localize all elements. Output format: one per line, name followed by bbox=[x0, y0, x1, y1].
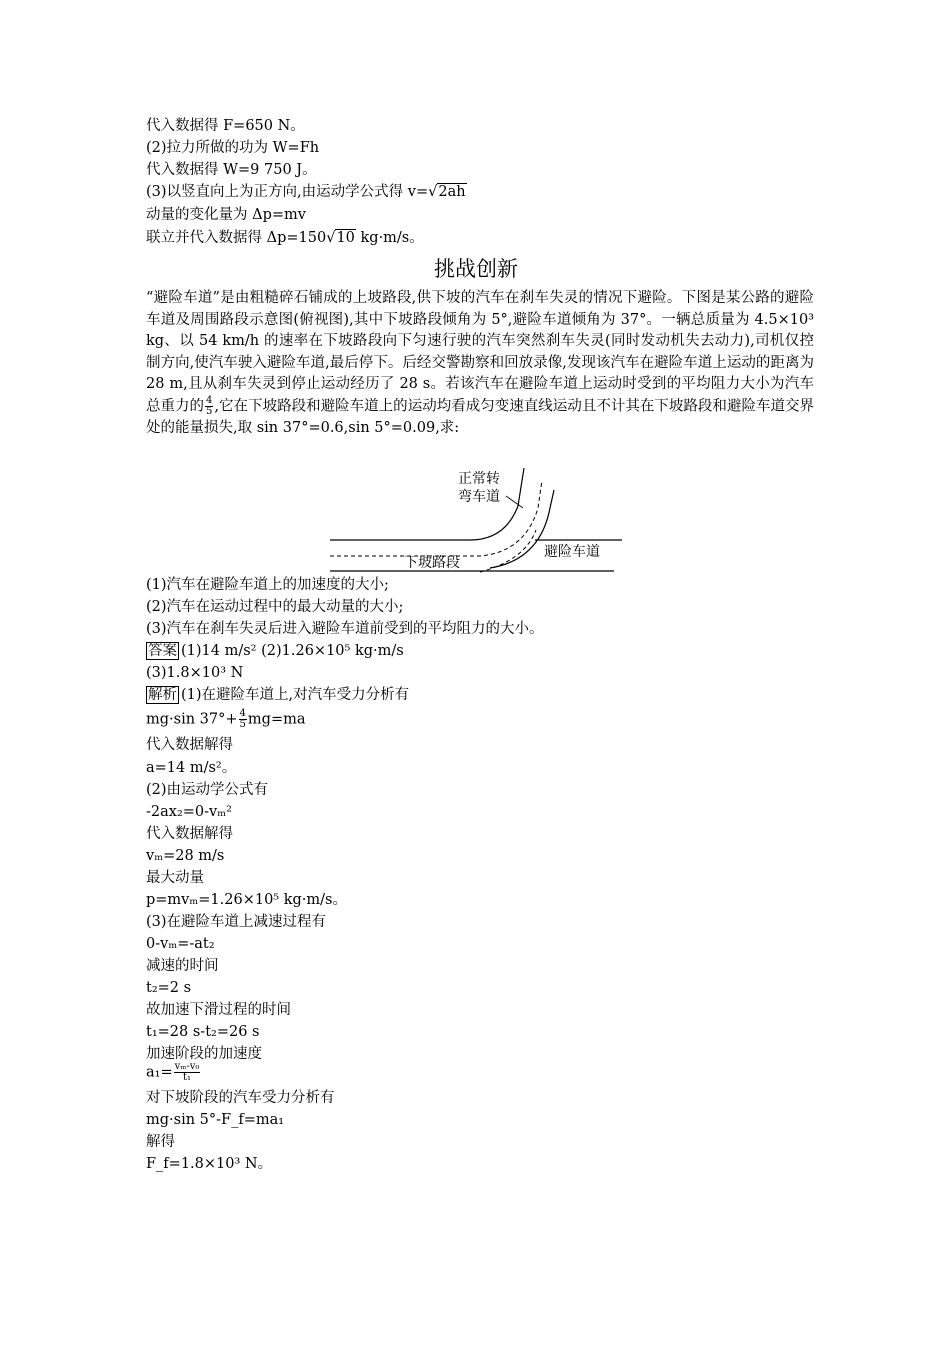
label-downhill: 下坡路段 bbox=[404, 555, 460, 571]
sqrt-content: 10 bbox=[336, 230, 355, 246]
analysis-text: a₁= bbox=[146, 1064, 173, 1081]
analysis-text: mg=ma bbox=[247, 711, 306, 728]
question-3: (3)汽车在刹车失灵后进入避险车道前受到的平均阻力的大小。 bbox=[146, 621, 544, 637]
problem-text: “避险车道”是由粗糙碎石铺成的上坡路段,供下坡的汽车在刹车失灵的情况下避险。下图是某公路的避险车道及周围路段示意图(俯视图),其中下坡路段倾角为 5°,避险车道倾角为 37°。一辆总质量为 4.5×10³ kg、以 54 km/h 的速率在下坡路段向下匀速行驶的汽车突然刹车失灵(同时发动机失去动力),司机仅控制方向,使汽车驶入避险车道,最后停下。后经交警勘察和回放录像,发现该汽车在避险车道上运动的距离为 28 m,且从刹车失灵到停止运动经历了 28 s。若该汽车在避险车道上运动时受到的平均阻力大小为汽车总重力的 bbox=[146, 290, 814, 414]
label-normal-turn-2: 弯车道 bbox=[458, 489, 500, 505]
fraction-denominator: t₁ bbox=[183, 1072, 192, 1083]
fraction bbox=[174, 1062, 201, 1083]
solution-line: 动量的变化量为 Δp=mv bbox=[146, 207, 306, 223]
label-escape-lane: 避险车道 bbox=[544, 544, 600, 560]
problem-text: ,它在下坡路段和避险车道上的运动均看成匀变速直线运动且不计其在下坡路段和避险车道交界处的能量损失,取 sin 37°=0.6,sin 5°=0.09,求: bbox=[146, 398, 814, 436]
analysis-text: (1)在避险车道上,对汽车受力分析有 bbox=[181, 687, 410, 703]
question-1: (1)汽车在避险车道上的加速度的大小; bbox=[146, 577, 389, 593]
solution-text: kg·m/s。 bbox=[355, 230, 424, 246]
road-diagram bbox=[330, 468, 630, 576]
section-title: 挑战创新 bbox=[434, 257, 518, 281]
analysis-line: t₂=2 s bbox=[146, 980, 192, 996]
analysis-line bbox=[146, 709, 305, 730]
sqrt-content: 2ah bbox=[438, 184, 466, 200]
fraction-denominator: 5 bbox=[206, 405, 213, 417]
solution-line bbox=[146, 182, 467, 202]
solution-line bbox=[146, 228, 424, 248]
analysis-line bbox=[146, 1062, 201, 1083]
solution-line: 代入数据得 F=650 N。 bbox=[146, 118, 305, 134]
answer-line bbox=[146, 641, 404, 661]
fraction-numerator: vₘ-v₀ bbox=[174, 1061, 200, 1072]
answer-tag: 答案 bbox=[148, 643, 177, 659]
analysis-line bbox=[146, 685, 409, 705]
fraction bbox=[239, 709, 247, 730]
analysis-line: 0-vₘ=-at₂ bbox=[146, 936, 215, 952]
analysis-line: t₁=28 s-t₂=26 s bbox=[146, 1024, 260, 1040]
answer-line: (3)1.8×10³ N bbox=[146, 665, 244, 681]
lane-dashed-line bbox=[330, 480, 542, 556]
analysis-line: 最大动量 bbox=[146, 870, 204, 886]
sqrt-sign: √ bbox=[428, 184, 438, 200]
analysis-line: F_f=1.8×10³ N。 bbox=[146, 1156, 273, 1172]
analysis-line: a=14 m/s²。 bbox=[146, 760, 237, 776]
fraction-denominator: 5 bbox=[239, 719, 246, 730]
analysis-line: -2ax₂=0-vₘ² bbox=[146, 804, 232, 820]
analysis-line: 解得 bbox=[146, 1134, 175, 1150]
analysis-line: (2)由运动学公式有 bbox=[146, 782, 269, 798]
solution-text: (3)以竖直向上为正方向,由运动学公式得 v= bbox=[146, 184, 429, 200]
sqrt-sign: √ bbox=[326, 230, 336, 246]
question-2: (2)汽车在运动过程中的最大动量的大小; bbox=[146, 599, 404, 615]
analysis-line: vₘ=28 m/s bbox=[146, 848, 225, 864]
fraction-numerator: 4 bbox=[239, 708, 246, 719]
analysis-line: mg·sin 5°-F_f=ma₁ bbox=[146, 1112, 285, 1128]
analysis-tag: 解析 bbox=[148, 687, 177, 703]
analysis-line: p=mvₘ=1.26×10⁵ kg·m/s。 bbox=[146, 892, 347, 908]
analysis-line: 对下坡阶段的汽车受力分析有 bbox=[146, 1090, 335, 1106]
solution-line: (2)拉力所做的功为 W=Fh bbox=[146, 140, 320, 156]
analysis-text: mg·sin 37°+ bbox=[146, 711, 238, 728]
label-leader-line bbox=[506, 496, 523, 508]
analysis-line: 故加速下滑过程的时间 bbox=[146, 1002, 291, 1018]
answer-text: (1)14 m/s² (2)1.26×10⁵ kg·m/s bbox=[181, 643, 404, 659]
solution-line: 代入数据得 W=9 750 J。 bbox=[146, 162, 317, 178]
fraction bbox=[205, 396, 213, 417]
analysis-line: 代入数据解得 bbox=[146, 737, 233, 753]
fraction-numerator: 4 bbox=[206, 394, 213, 406]
analysis-line: 代入数据解得 bbox=[146, 826, 233, 842]
solution-text: 联立并代入数据得 Δp=150 bbox=[146, 230, 327, 246]
analysis-line: 加速阶段的加速度 bbox=[146, 1046, 262, 1062]
problem-paragraph bbox=[146, 288, 814, 439]
analysis-line: 减速的时间 bbox=[146, 958, 219, 974]
label-normal-turn-1: 正常转 bbox=[458, 471, 500, 487]
analysis-line: (3)在避险车道上减速过程有 bbox=[146, 914, 327, 930]
